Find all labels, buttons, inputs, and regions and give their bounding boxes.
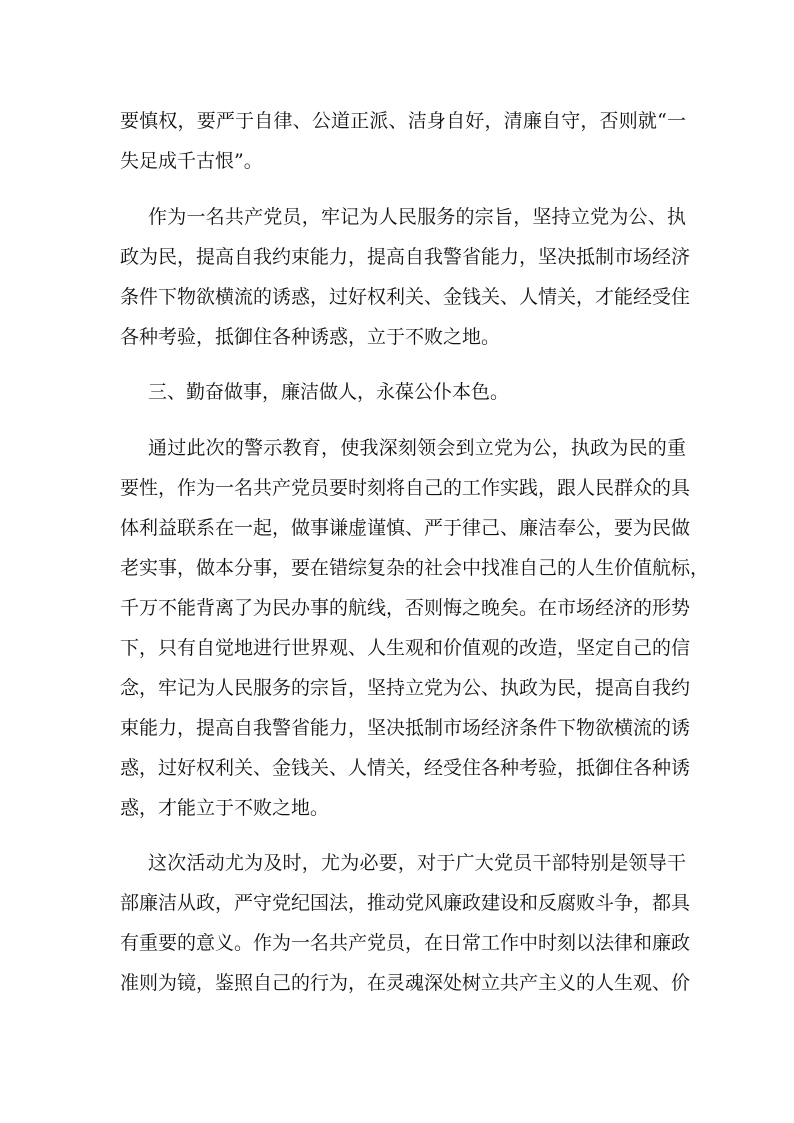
text-line: 老实事，做本分事，要在错综复杂的社会中找准自己的人生价值航标， [120, 557, 710, 579]
text-line: 部廉洁从政，严守党纪国法，推动党风廉政建设和反腐败斗争，都具 [120, 892, 691, 914]
text-line: 下，只有自觉地进行世界观、人生观和价值观的改造，坚定自己的信 [120, 637, 691, 659]
text-line: 体利益联系在一起，做事谦虚谨慎、严于律己、廉洁奉公，要为民做 [120, 517, 691, 539]
text-line: 惑，过好权利关、金钱关、人情关，经受住各种考验，抵御住各种诱 [120, 757, 691, 779]
text-line: 各种考验，抵御住各种诱惑，立于不败之地。 [120, 326, 501, 348]
text-line: 束能力，提高自我警省能力，坚决抵制市场经济条件下物欲横流的诱 [120, 717, 691, 739]
text-line: 千万不能背离了为民办事的航线，否则悔之晚矣。在市场经济的形势 [120, 597, 691, 619]
text-line: 条件下物欲横流的诱惑，过好权利关、金钱关、人情关，才能经受住 [120, 286, 691, 308]
text-line: 有重要的意义。作为一名共产党员，在日常工作中时刻以法律和廉政 [120, 932, 691, 954]
text-line: 念，牢记为人民服务的宗旨，坚持立党为公、执政为民，提高自我约 [120, 677, 691, 699]
text-line: 要慎权，要严于自律、公道正派、洁身自好，清廉自守，否则就“一 [120, 110, 686, 132]
text-line: 政为民，提高自我约束能力，提高自我警省能力，坚决抵制市场经济 [120, 246, 691, 268]
text-line: 准则为镜，鉴照自己的行为，在灵魂深处树立共产主义的人生观、价 [120, 972, 691, 994]
text-line: 失足成千古恨”。 [120, 150, 263, 172]
text-line: 要性，作为一名共产党员要时刻将自己的工作实践，跟人民群众的具 [120, 477, 691, 499]
paragraph-first-line: 通过此次的警示教育，使我深刻领会到立党为公，执政为民的重 [148, 437, 686, 459]
text-line: 惑，才能立于不败之地。 [120, 797, 330, 819]
paragraph-first-line: 作为一名共产党员，牢记为人民服务的宗旨，坚持立党为公、执 [148, 206, 686, 228]
paragraph-first-line: 这次活动尤为及时，尤为必要，对于广大党员干部特别是领导干 [148, 852, 686, 874]
section-heading: 三、勤奋做事，廉洁做人，永葆公仆本色。 [148, 381, 510, 403]
